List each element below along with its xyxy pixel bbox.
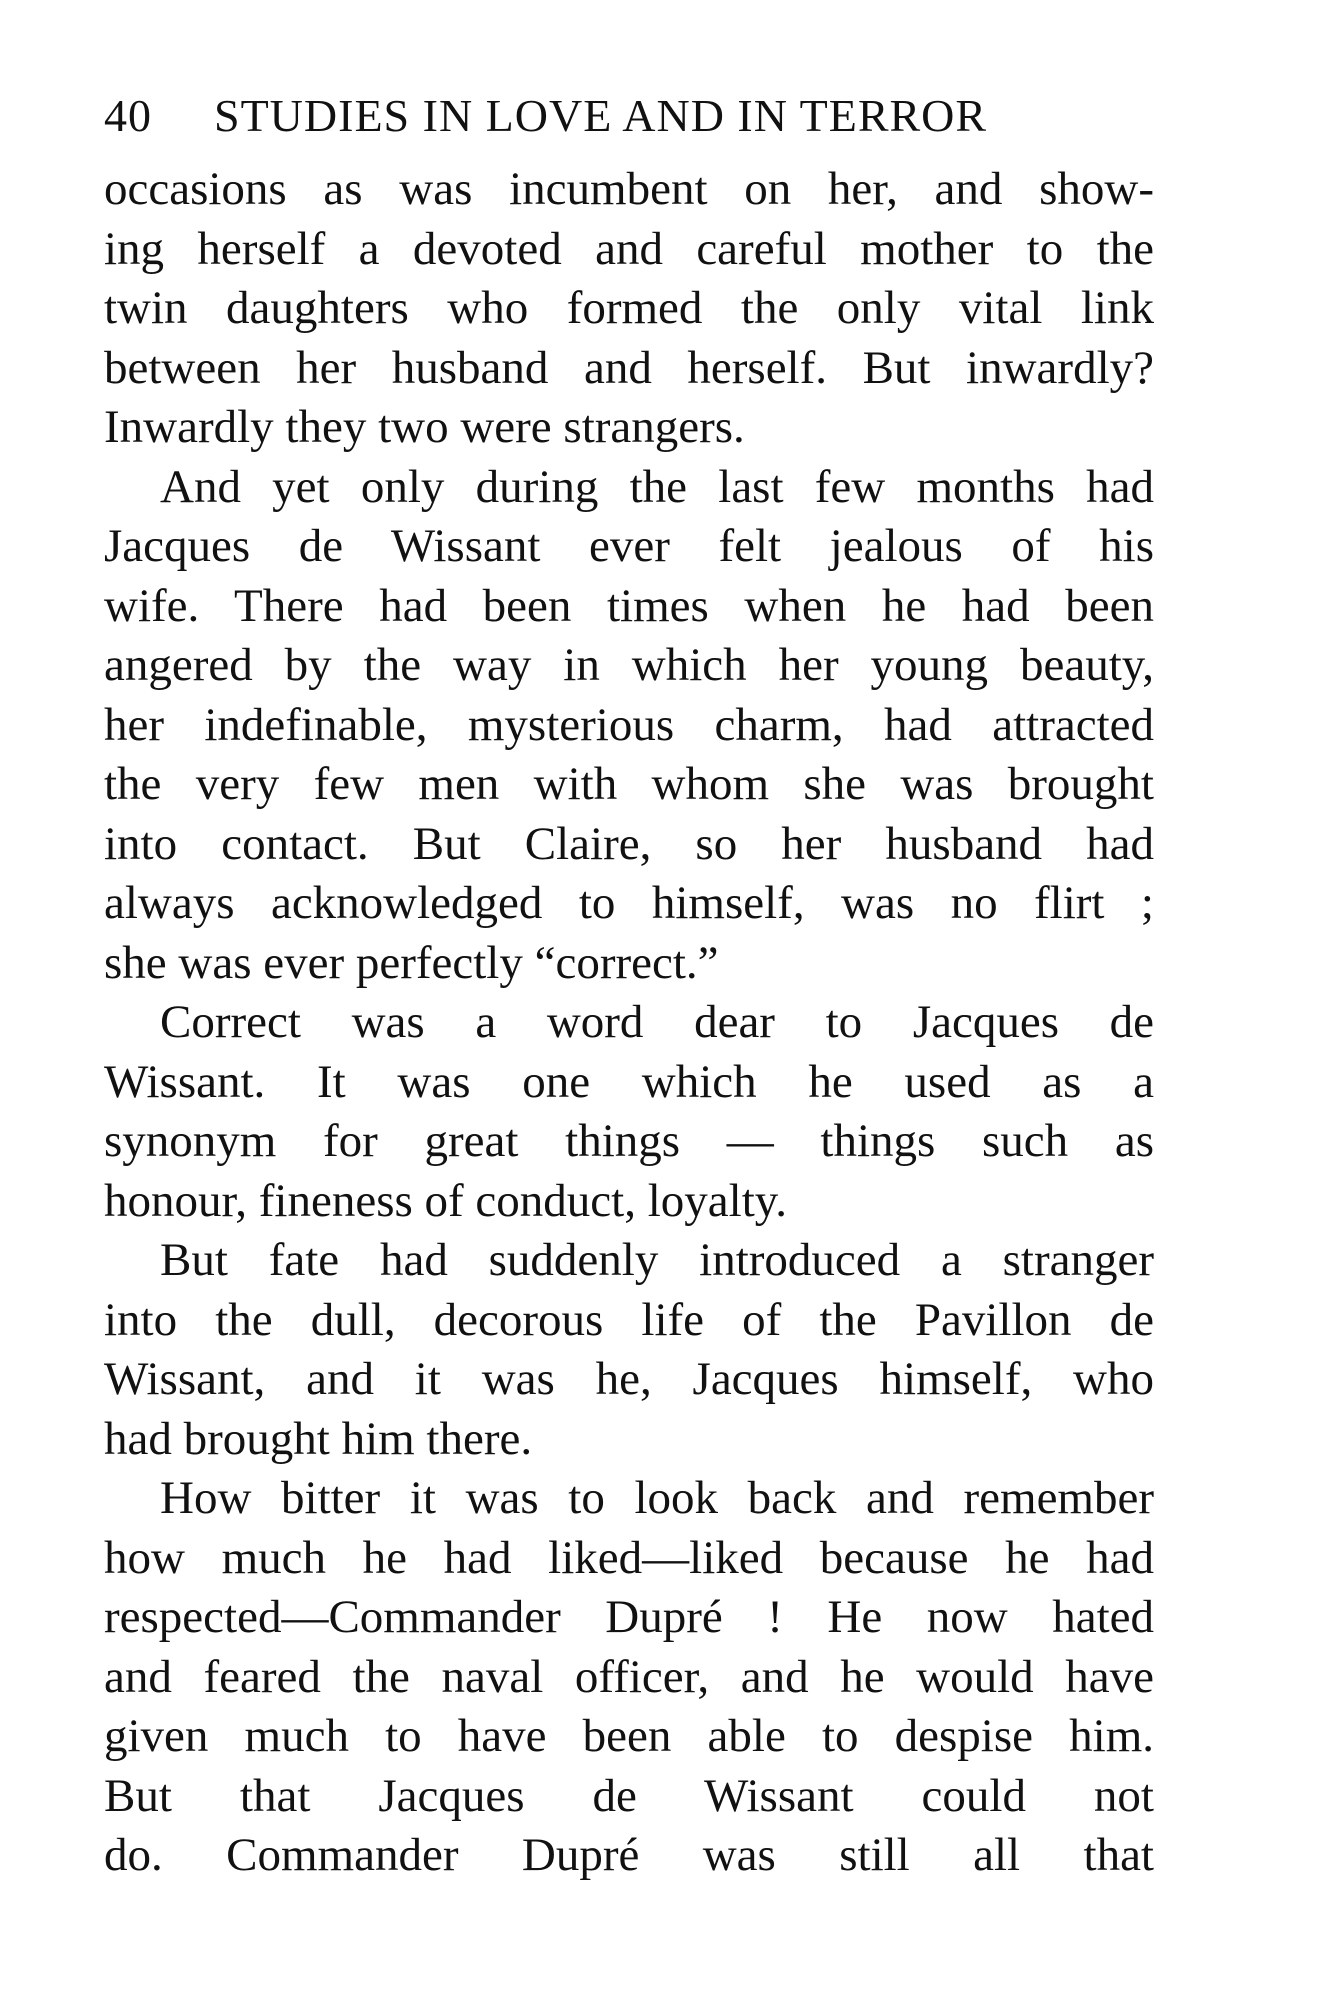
text-line: she was ever perfectly “correct.”: [104, 936, 719, 989]
text-line: always acknowledged to himself, was no flirt ;: [104, 877, 1154, 929]
text-line: Jacques de Wissant ever felt jealous of his: [104, 520, 1154, 572]
text-line: respected—Commander Dupré ! He now hated: [104, 1591, 1154, 1643]
text-line: twin daughters who formed the only vital link: [104, 282, 1154, 334]
text-line: angered by the way in which her young beauty,: [104, 639, 1154, 691]
text-line: do. Commander Dupré was still all that: [104, 1829, 1154, 1881]
text-line: ing herself a devoted and careful mother to the: [104, 222, 1154, 275]
text-line: Inwardly they two were strangers.: [104, 401, 745, 453]
text-line: synonym for great things — things such as: [104, 1115, 1154, 1167]
text-line: and feared the naval officer, and he would have: [104, 1650, 1154, 1703]
body-text: [104, 160, 1154, 1886]
page-number: 40: [104, 90, 152, 141]
text-line: Wissant, and it was he, Jacques himself, who: [104, 1353, 1154, 1405]
text-line: But fate had suddenly introduced a stranger: [160, 1234, 1154, 1286]
text-line: occasions as was incumbent on her, and show-: [104, 163, 1154, 215]
text-line: But that Jacques de Wissant could not: [104, 1769, 1154, 1822]
text-line: between her husband and herself. But inwardly?: [104, 341, 1154, 394]
text-line: how much he had liked—liked because he had: [104, 1531, 1154, 1584]
running-head: [104, 86, 1154, 146]
text-line: Wissant. It was one which he used as a: [104, 1055, 1154, 1108]
text-line: How bitter it was to look back and remember: [160, 1472, 1154, 1524]
text-line: the very few men with whom she was brought: [104, 758, 1154, 810]
text-line: given much to have been able to despise him.: [104, 1710, 1154, 1762]
text-line: honour, fineness of conduct, loyalty.: [104, 1174, 787, 1227]
running-title: STUDIES IN LOVE AND IN TERROR: [214, 90, 988, 141]
text-line: And yet only during the last few months had: [160, 460, 1154, 513]
text-line: her indefinable, mysterious charm, had attracted: [104, 698, 1154, 751]
text-line: had brought him there.: [104, 1412, 533, 1465]
text-line: into the dull, decorous life of the Pavillon de: [104, 1293, 1154, 1346]
text-line: Correct was a word dear to Jacques de: [160, 996, 1154, 1048]
text-line: into contact. But Claire, so her husband had: [104, 817, 1154, 870]
text-line: wife. There had been times when he had been: [104, 579, 1154, 632]
